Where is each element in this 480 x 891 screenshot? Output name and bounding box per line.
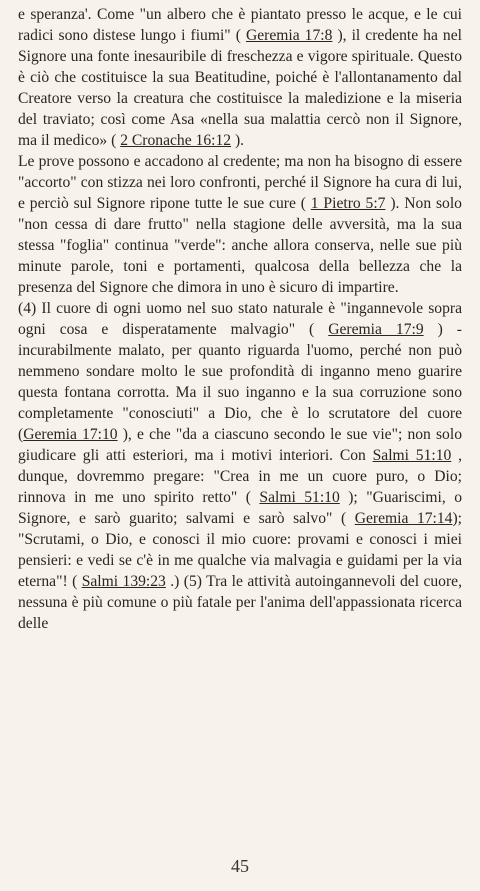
body-text	[18, 4, 462, 634]
scripture-reference-link[interactable]: Geremia 17:14	[354, 510, 453, 527]
text-segment: , dunque, dovremmo pregare: "Crea in me un cuore puro, o Dio; rinnova in me uno spirito retto" (	[18, 447, 462, 506]
paragraph	[18, 151, 462, 298]
text-segment: ), il credente ha nel Signore una fonte inesauribile di freschezza e vigore spirituale. Questo è ciò che costituisce la sua Beatitudine, poiché è l'allontanamento dal Creatore verso la creatura che costituisce la maledizione e la miseria del traviato; così come Asa «nella sua malattia cercò non il Signore, ma il medico» (	[18, 27, 462, 149]
scripture-reference-link[interactable]: Salmi 139:23	[81, 573, 166, 590]
scripture-reference-link[interactable]: Geremia 17:10	[23, 426, 118, 443]
text-segment: .) (5) Tra le attività autoingannevoli del cuore, nessuna è più comune o più fatale per l'anima dell'appassionata ricerca delle	[18, 573, 462, 632]
paragraph	[18, 4, 462, 151]
text-segment: ), e che "da a ciascuno secondo le sue vie"; non solo giudicare gli atti esteriori, ma i motivi interiori. Con	[18, 426, 462, 464]
scripture-reference-link[interactable]: Geremia 17:8	[245, 27, 333, 44]
text-segment: e speranza'. Come "un albero che è piantato presso le acque, e le cui radici sono distese lungo i fiumi" (	[18, 6, 462, 44]
scripture-reference-link[interactable]: Geremia 17:9	[328, 321, 424, 338]
scripture-reference-link[interactable]: 1 Pietro 5:7	[310, 195, 386, 212]
text-segment: ).	[231, 132, 245, 149]
text-segment: (4) Il cuore di ogni uomo nel suo stato naturale è "ingannevole sopra ogni cosa e disperatamente malvagio" (	[18, 300, 462, 338]
text-segment: ) - incurabilmente malato, per quanto riguarda l'uomo, perché non può nemmeno sondare molto le sue profondità di inganno meno guarire questa fontana corrotta. Ma il suo inganno e la sua corruzione sono completamente "conosciuti" a Dio, che è lo scrutatore del cuore (	[18, 321, 462, 443]
page-number: 45	[231, 856, 249, 876]
text-segment: ). Non solo "non cessa di dare frutto" nella stagione delle avversità, ma la sua stessa "foglia" continua "verde": anche allora conserva, nelle sue più minute parole, toni e portamenti, qualcosa della bellezza che la presenza del Signore che dimora in uno è sicuro di impartire.	[18, 195, 462, 296]
text-segment: ); "Scrutami, o Dio, e conosci il mio cuore: provami e conosci i miei pensieri: e vedi se c'è in me qualche via malvagia e guidami per la via eterna"! (	[18, 510, 462, 590]
paragraph	[18, 298, 462, 634]
scripture-reference-link[interactable]: Salmi 51:10	[259, 489, 340, 506]
text-segment: ); "Guariscimi, o Signore, e sarò guarito; salvami e sarò salvo" (	[18, 489, 463, 527]
scripture-reference-link[interactable]: Salmi 51:10	[372, 447, 452, 464]
text-segment: Le prove possono e accadono al credente; ma non ha bisogno di essere "accorto" con stizza nei loro confronti, perché il Signore ha cura di lui, e perciò sul Signore ripone tutte le sue cure (	[18, 153, 462, 212]
scripture-reference-link[interactable]: 2 Cronache 16:12	[120, 132, 232, 149]
